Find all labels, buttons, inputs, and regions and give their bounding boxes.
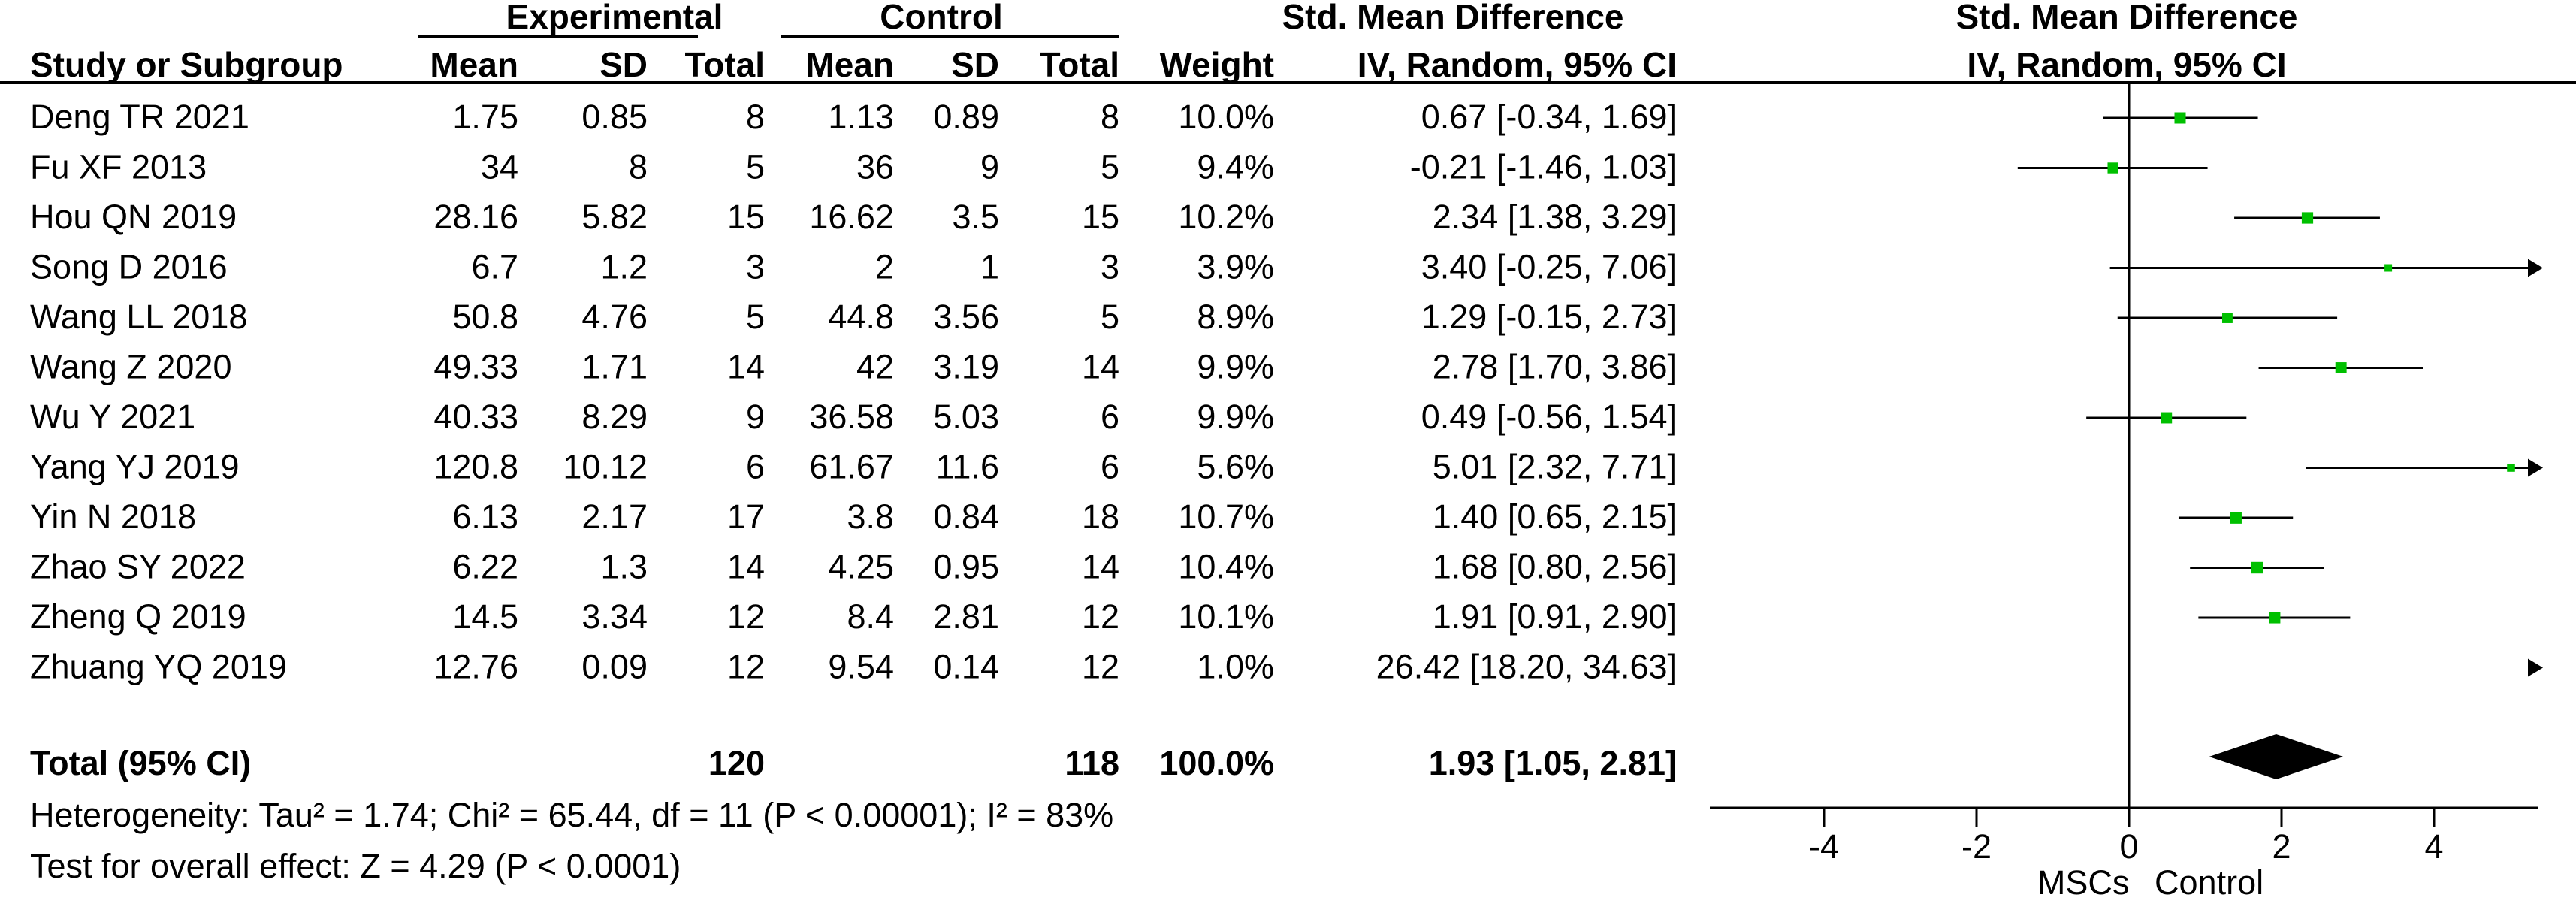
cell-ci-text: 5.01 [2.32, 7.71]	[1432, 447, 1677, 486]
cell-weight: 3.9%	[1197, 247, 1274, 286]
table-row	[30, 348, 1677, 386]
cell-weight: 10.4%	[1178, 547, 1274, 586]
cell-c-total: 5	[1100, 147, 1119, 186]
cell-weight: 10.2%	[1178, 198, 1274, 236]
point-estimate	[2251, 562, 2263, 573]
point-estimate	[2175, 113, 2186, 124]
cell-c-mean: 42	[856, 347, 894, 386]
cell-c-sd: 9	[980, 147, 999, 186]
cell-c-sd: 11.6	[935, 447, 999, 486]
cell-c-sd: 3.5	[952, 198, 999, 236]
cell-c-sd: 0.95	[933, 547, 999, 586]
forest-plot	[1710, 84, 2543, 902]
cell-name: Song D 2016	[30, 247, 228, 286]
cell-c-sd: 0.84	[933, 497, 999, 536]
point-estimate	[2384, 265, 2392, 272]
x-tick-label: -2	[1961, 827, 1992, 866]
cell-name: Fu XF 2013	[30, 147, 207, 186]
cell-weight: 10.1%	[1178, 597, 1274, 636]
cell-weight: 9.9%	[1197, 398, 1274, 436]
cell-c-mean: 61.67	[809, 447, 894, 486]
col-smd-ci: IV, Random, 95% CI	[1357, 45, 1677, 84]
cell-e-mean: 120.8	[433, 447, 518, 486]
cell-e-mean: 14.5	[452, 597, 518, 636]
cell-e-total: 5	[745, 147, 765, 186]
table-row	[30, 198, 1677, 236]
col-ctl-total: Total	[1039, 45, 1119, 84]
favours-right-label: Control	[2155, 863, 2264, 902]
point-estimate	[2161, 413, 2172, 424]
cell-e-sd: 1.3	[600, 547, 648, 586]
cell-e-sd: 1.2	[600, 247, 648, 286]
table-row	[30, 597, 1677, 636]
total-ci: 1.93 [1.05, 2.81]	[1428, 744, 1677, 782]
point-estimate	[2302, 212, 2313, 223]
pooled-diamond	[2209, 734, 2344, 779]
cell-ci-text: 2.34 [1.38, 3.29]	[1432, 198, 1677, 236]
cell-e-total: 8	[745, 98, 765, 136]
cell-c-sd: 2.81	[933, 597, 999, 636]
point-estimate	[2230, 512, 2242, 524]
cell-ci-text: 1.29 [-0.15, 2.73]	[1421, 298, 1677, 336]
cell-c-sd: 3.56	[933, 298, 999, 336]
point-estimate	[2507, 464, 2515, 472]
col-exp-total: Total	[684, 45, 765, 84]
cell-e-mean: 28.16	[433, 198, 518, 236]
cell-c-total: 18	[1081, 497, 1119, 536]
cell-e-sd: 10.12	[563, 447, 648, 486]
x-tick-label: 4	[2424, 827, 2444, 866]
favours-left-label: MSCs	[2037, 863, 2130, 902]
cell-e-sd: 8.29	[581, 398, 648, 436]
cell-e-total: 14	[726, 547, 765, 586]
total-exp-total: 120	[708, 744, 765, 782]
table-row	[30, 248, 1677, 286]
cell-ci-text: 1.40 [0.65, 2.15]	[1432, 497, 1677, 536]
table-row	[30, 497, 1677, 536]
cell-e-sd: 2.17	[581, 497, 648, 536]
cell-e-sd: 4.76	[581, 298, 648, 336]
cell-c-sd: 3.19	[933, 347, 999, 386]
table-row	[30, 648, 1677, 686]
cell-name: Wang Z 2020	[30, 347, 232, 386]
total-row	[30, 744, 1677, 782]
cell-weight: 10.7%	[1178, 497, 1274, 536]
cell-c-mean: 36	[856, 147, 894, 186]
cell-c-total: 14	[1081, 347, 1119, 386]
col-ctl-sd: SD	[951, 45, 999, 84]
cell-e-total: 5	[745, 298, 765, 336]
col-weight: Weight	[1159, 45, 1274, 84]
point-estimate	[2336, 362, 2347, 373]
cell-e-mean: 49.33	[433, 347, 518, 386]
cell-e-sd: 8	[628, 147, 648, 186]
cell-c-sd: 5.03	[933, 398, 999, 436]
cell-weight: 10.0%	[1178, 98, 1274, 136]
cell-e-mean: 34	[480, 147, 518, 186]
cell-c-sd: 0.14	[933, 647, 999, 686]
cell-c-total: 8	[1100, 98, 1119, 136]
plot-subtitle: IV, Random, 95% CI	[1967, 45, 2287, 84]
cell-e-total: 12	[726, 597, 765, 636]
point-estimate	[2222, 313, 2233, 323]
total-label: Total (95% CI)	[30, 744, 252, 782]
cell-e-sd: 5.82	[581, 198, 648, 236]
cell-c-sd: 1	[980, 247, 999, 286]
cell-e-total: 12	[726, 647, 765, 686]
cell-e-mean: 6.22	[452, 547, 518, 586]
col-ctl-mean: Mean	[805, 45, 894, 84]
table-row	[30, 448, 1677, 486]
cell-e-mean: 6.7	[471, 247, 518, 286]
cell-e-total: 9	[745, 398, 765, 436]
cell-c-total: 5	[1100, 298, 1119, 336]
cell-weight: 5.6%	[1197, 447, 1274, 486]
cell-e-mean: 50.8	[452, 298, 518, 336]
cell-weight: 8.9%	[1197, 298, 1274, 336]
study-table	[30, 98, 1677, 686]
cell-e-sd: 3.34	[581, 597, 648, 636]
point-estimate	[2269, 612, 2280, 623]
cell-c-mean: 2	[874, 247, 894, 286]
cell-name: Yin N 2018	[30, 497, 196, 536]
cell-e-sd: 1.71	[581, 347, 648, 386]
cell-e-mean: 40.33	[433, 398, 518, 436]
cell-e-mean: 1.75	[452, 98, 518, 136]
header-control: Control	[880, 0, 1003, 36]
table-row	[30, 98, 1677, 136]
cell-ci-text: 3.40 [-0.25, 7.06]	[1421, 247, 1677, 286]
cell-c-sd: 0.89	[933, 98, 999, 136]
cell-e-total: 17	[726, 497, 765, 536]
cell-c-total: 12	[1081, 597, 1119, 636]
point-estimate	[2107, 162, 2118, 173]
header-experimental: Experimental	[506, 0, 723, 36]
cell-c-mean: 8.4	[847, 597, 894, 636]
total-weight: 100.0%	[1159, 744, 1274, 782]
cell-c-total: 14	[1081, 547, 1119, 586]
header-plot-title: Std. Mean Difference	[1955, 0, 2298, 36]
cell-ci-text: -0.21 [-1.46, 1.03]	[1409, 147, 1677, 186]
x-tick-label: 2	[2272, 827, 2291, 866]
col-exp-sd: SD	[599, 45, 648, 84]
cell-e-total: 15	[726, 198, 765, 236]
cell-ci-text: 2.78 [1.70, 3.86]	[1432, 347, 1677, 386]
total-ctl-total: 118	[1065, 744, 1119, 782]
cell-name: Wang LL 2018	[30, 298, 248, 336]
cell-c-total: 12	[1081, 647, 1119, 686]
cell-e-total: 6	[745, 447, 765, 486]
header-smd: Std. Mean Difference	[1282, 0, 1624, 36]
cell-e-mean: 6.13	[452, 497, 518, 536]
cell-ci-text: 1.68 [0.80, 2.56]	[1432, 547, 1677, 586]
cell-ci-text: 1.91 [0.91, 2.90]	[1432, 597, 1677, 636]
cell-ci-text: 26.42 [18.20, 34.63]	[1376, 647, 1677, 686]
table-row	[30, 298, 1677, 336]
cell-c-mean: 1.13	[828, 98, 894, 136]
ci-arrow	[2528, 259, 2543, 277]
cell-c-total: 15	[1081, 198, 1119, 236]
cell-c-total: 6	[1100, 398, 1119, 436]
cell-ci-text: 0.49 [-0.56, 1.54]	[1421, 398, 1677, 436]
table-row	[30, 548, 1677, 586]
x-tick-label: 0	[2119, 827, 2139, 866]
cell-c-total: 3	[1100, 247, 1119, 286]
col-study: Study or Subgroup	[30, 45, 343, 84]
cell-weight: 1.0%	[1197, 647, 1274, 686]
x-tick-label: -4	[1808, 827, 1840, 866]
cell-name: Zhuang YQ 2019	[30, 647, 287, 686]
x-axis-ticks	[1809, 808, 2444, 866]
cell-name: Wu Y 2021	[30, 398, 196, 436]
study-markers	[2018, 113, 2543, 677]
cell-name: Deng TR 2021	[30, 98, 249, 136]
cell-weight: 9.9%	[1197, 347, 1274, 386]
overall-effect-text: Test for overall effect: Z = 4.29 (P < 0.0001)	[30, 847, 681, 885]
cell-e-sd: 0.85	[581, 98, 648, 136]
cell-name: Zhao SY 2022	[30, 547, 246, 586]
cell-name: Hou QN 2019	[30, 198, 237, 236]
cell-c-mean: 4.25	[828, 547, 894, 586]
cell-c-mean: 44.8	[828, 298, 894, 336]
cell-weight: 9.4%	[1197, 147, 1274, 186]
cell-e-sd: 0.09	[581, 647, 648, 686]
ci-arrow	[2528, 659, 2543, 677]
col-exp-mean: Mean	[430, 45, 518, 84]
cell-name: Zheng Q 2019	[30, 597, 246, 636]
cell-c-mean: 3.8	[847, 497, 894, 536]
table-row	[30, 398, 1677, 436]
cell-ci-text: 0.67 [-0.34, 1.69]	[1421, 98, 1677, 136]
cell-c-mean: 16.62	[809, 198, 894, 236]
cell-e-total: 3	[745, 247, 765, 286]
table-row	[30, 148, 1677, 186]
cell-c-mean: 9.54	[828, 647, 894, 686]
cell-c-mean: 36.58	[809, 398, 894, 436]
heterogeneity-text: Heterogeneity: Tau² = 1.74; Chi² = 65.44, df = 11 (P < 0.00001); I² = 83%	[30, 796, 1114, 834]
cell-e-total: 14	[726, 347, 765, 386]
cell-e-mean: 12.76	[433, 647, 518, 686]
cell-name: Yang YJ 2019	[30, 447, 240, 486]
cell-c-total: 6	[1100, 447, 1119, 486]
ci-arrow	[2528, 459, 2543, 477]
